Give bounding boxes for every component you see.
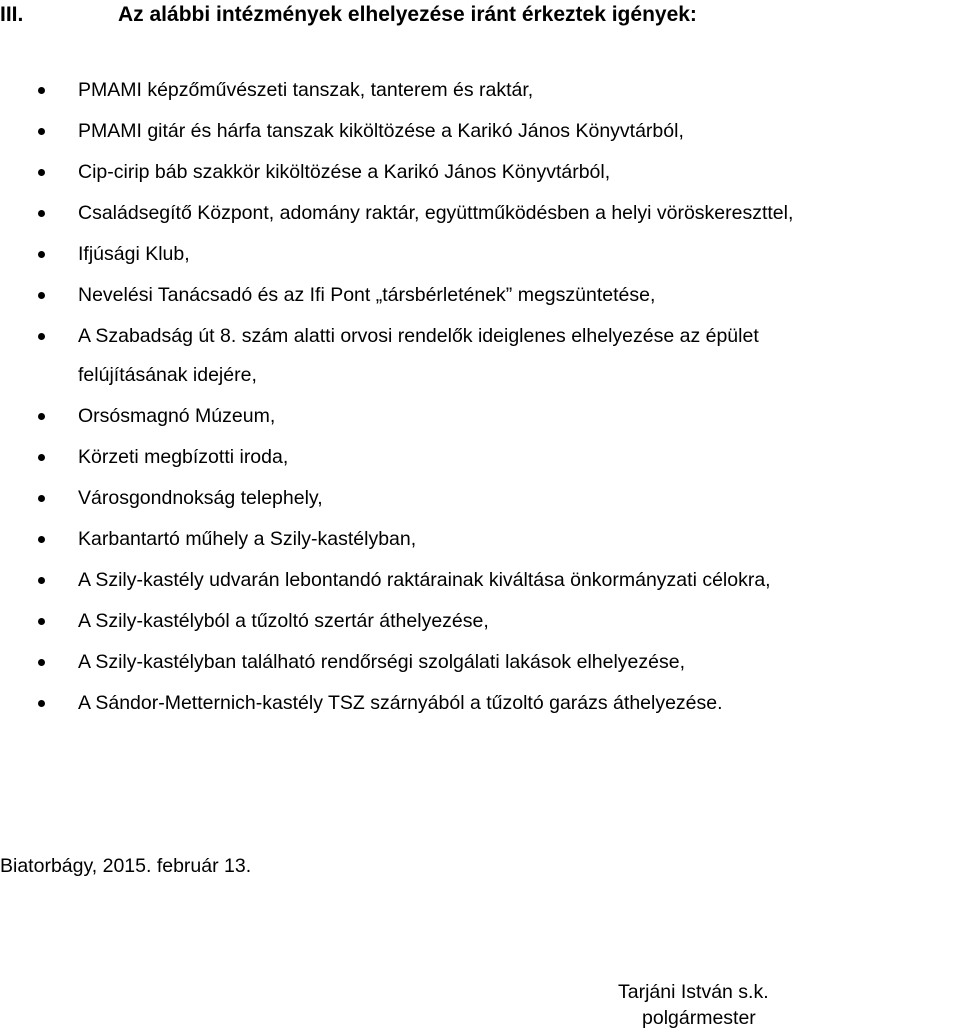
list-item-text-continued: felújításának idejére,	[78, 364, 257, 386]
list-item-text: Nevelési Tanácsadó és az Ifi Pont „társbérletének” megszüntetése,	[78, 284, 656, 306]
bullet-icon	[38, 333, 45, 340]
bullet-icon	[38, 700, 45, 707]
list-item-text: PMAMI gitár és hárfa tanszak kiköltözése a Karikó János Könyvtárból,	[78, 120, 684, 142]
bullet-icon	[38, 659, 45, 666]
bullet-icon	[38, 169, 45, 176]
place-and-date: Biatorbágy, 2015. február 13.	[0, 855, 252, 877]
bullet-icon	[38, 251, 45, 258]
list-item	[0, 486, 960, 510]
list-item-text: Városgondnokság telephely,	[78, 487, 323, 509]
request-list	[0, 78, 960, 732]
list-item-text: Cip-cirip báb szakkör kiköltözése a Karikó János Könyvtárból,	[78, 161, 611, 183]
list-item	[0, 242, 960, 266]
list-item	[0, 160, 960, 184]
list-item-text: Ifjúsági Klub,	[78, 243, 190, 265]
bullet-icon	[38, 413, 45, 420]
list-item-text: Körzeti megbízotti iroda,	[78, 446, 289, 468]
bullet-icon	[38, 210, 45, 217]
list-item	[0, 324, 948, 387]
signatory-name: Tarjáni István s.k.	[618, 981, 769, 1003]
list-item	[0, 527, 960, 551]
bullet-icon	[38, 495, 45, 502]
bullet-icon	[38, 292, 45, 299]
bullet-icon	[38, 618, 45, 625]
bullet-icon	[38, 87, 45, 94]
bullet-icon	[38, 536, 45, 543]
list-item	[0, 283, 960, 307]
section-heading	[0, 2, 697, 28]
list-item-text: A Szily-kastélyban található rendőrségi szolgálati lakások elhelyezése,	[78, 651, 686, 673]
list-item	[0, 650, 960, 674]
signatory-title: polgármester	[642, 1007, 756, 1029]
list-item-text: A Szabadság út 8. szám alatti orvosi rendelők ideiglenes elhelyezése az épület	[78, 325, 759, 347]
list-item-text: Családsegítő Központ, adomány raktár, együttműködésben a helyi vöröskereszttel,	[78, 202, 794, 224]
list-item	[0, 445, 960, 469]
bullet-icon	[38, 128, 45, 135]
list-item-text: Orsósmagnó Múzeum,	[78, 405, 276, 427]
section-title: Az alábbi intézmények elhelyezése iránt érkeztek igények:	[118, 3, 697, 26]
list-item	[0, 119, 960, 143]
list-item-text: Karbantartó műhely a Szily-kastélyban,	[78, 528, 417, 550]
list-item	[0, 691, 960, 715]
section-number: III.	[0, 3, 24, 26]
bullet-icon	[38, 577, 45, 584]
list-item-text: PMAMI képzőművészeti tanszak, tanterem és raktár,	[78, 79, 534, 101]
list-item	[0, 568, 960, 592]
list-item	[0, 404, 960, 428]
list-item-text: A Sándor-Metternich-kastély TSZ szárnyából a tűzoltó garázs áthelyezése.	[78, 692, 723, 714]
bullet-icon	[38, 454, 45, 461]
list-item	[0, 201, 960, 225]
list-item	[0, 78, 960, 102]
list-item-text: A Szily-kastélyból a tűzoltó szertár áthelyezése,	[78, 610, 489, 632]
list-item-text: A Szily-kastély udvarán lebontandó raktárainak kiváltása önkormányzati célokra,	[78, 569, 771, 591]
list-item	[0, 609, 960, 633]
